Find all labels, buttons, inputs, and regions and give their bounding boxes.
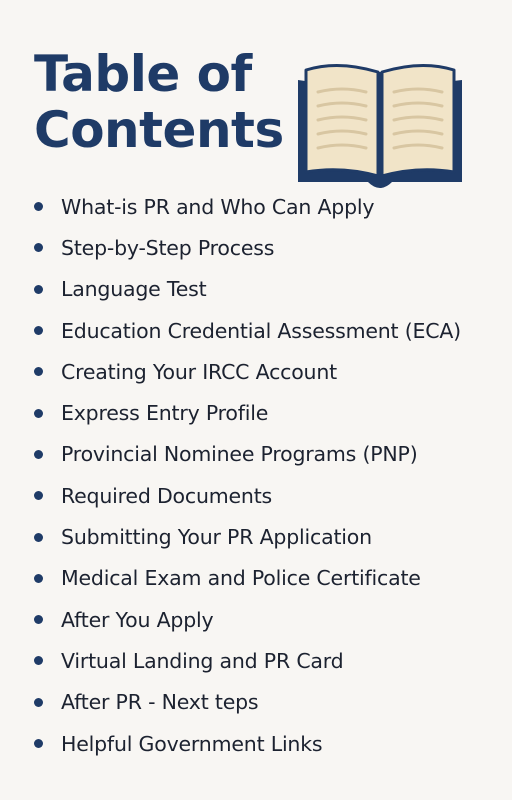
- toc-item-label: Education Credential Assessment (ECA): [61, 318, 461, 343]
- bullet-dot-icon: [34, 491, 43, 500]
- page-title: [34, 46, 284, 158]
- toc-item: [34, 640, 461, 681]
- toc-item-label: Submitting Your PR Application: [61, 525, 372, 550]
- bullet-dot-icon: [34, 450, 43, 459]
- toc-item-label: What-is PR and Who Can Apply: [61, 194, 375, 219]
- title-line-2: Contents: [34, 101, 284, 159]
- toc-item: [34, 186, 461, 227]
- toc-item: [34, 558, 461, 599]
- bullet-dot-icon: [34, 698, 43, 707]
- toc-item: [34, 516, 461, 557]
- title-line-1: Table of: [34, 45, 252, 103]
- table-of-contents-list: [34, 186, 461, 764]
- toc-item-label: After You Apply: [61, 607, 214, 632]
- bullet-dot-icon: [34, 615, 43, 624]
- toc-item: [34, 269, 461, 310]
- toc-item: [34, 434, 461, 475]
- toc-item: [34, 227, 461, 268]
- toc-item-label: Express Entry Profile: [61, 401, 269, 426]
- toc-item: [34, 351, 461, 392]
- toc-item-label: Medical Exam and Police Certificate: [61, 566, 421, 591]
- toc-item-label: Provincial Nominee Programs (PNP): [61, 442, 418, 467]
- bullet-dot-icon: [34, 574, 43, 583]
- toc-item: [34, 310, 461, 351]
- toc-item: [34, 682, 461, 723]
- toc-item: [34, 392, 461, 433]
- bullet-dot-icon: [34, 533, 43, 542]
- toc-item: [34, 599, 461, 640]
- toc-item-label: Helpful Government Links: [61, 731, 323, 756]
- toc-item-label: After PR - Next teps: [61, 690, 259, 715]
- toc-item: [34, 475, 461, 516]
- bullet-dot-icon: [34, 656, 43, 665]
- bullet-dot-icon: [34, 739, 43, 748]
- toc-item: [34, 723, 461, 764]
- toc-item-label: Step-by-Step Process: [61, 235, 275, 260]
- bullet-dot-icon: [34, 285, 43, 294]
- toc-item-label: Required Documents: [61, 483, 273, 508]
- toc-item-label: Language Test: [61, 277, 207, 302]
- bullet-dot-icon: [34, 367, 43, 376]
- bullet-dot-icon: [34, 243, 43, 252]
- bullet-dot-icon: [34, 326, 43, 335]
- open-book-icon: [294, 62, 466, 188]
- bullet-dot-icon: [34, 409, 43, 418]
- bullet-dot-icon: [34, 202, 43, 211]
- toc-item-label: Creating Your IRCC Account: [61, 359, 337, 384]
- toc-item-label: Virtual Landing and PR Card: [61, 648, 344, 673]
